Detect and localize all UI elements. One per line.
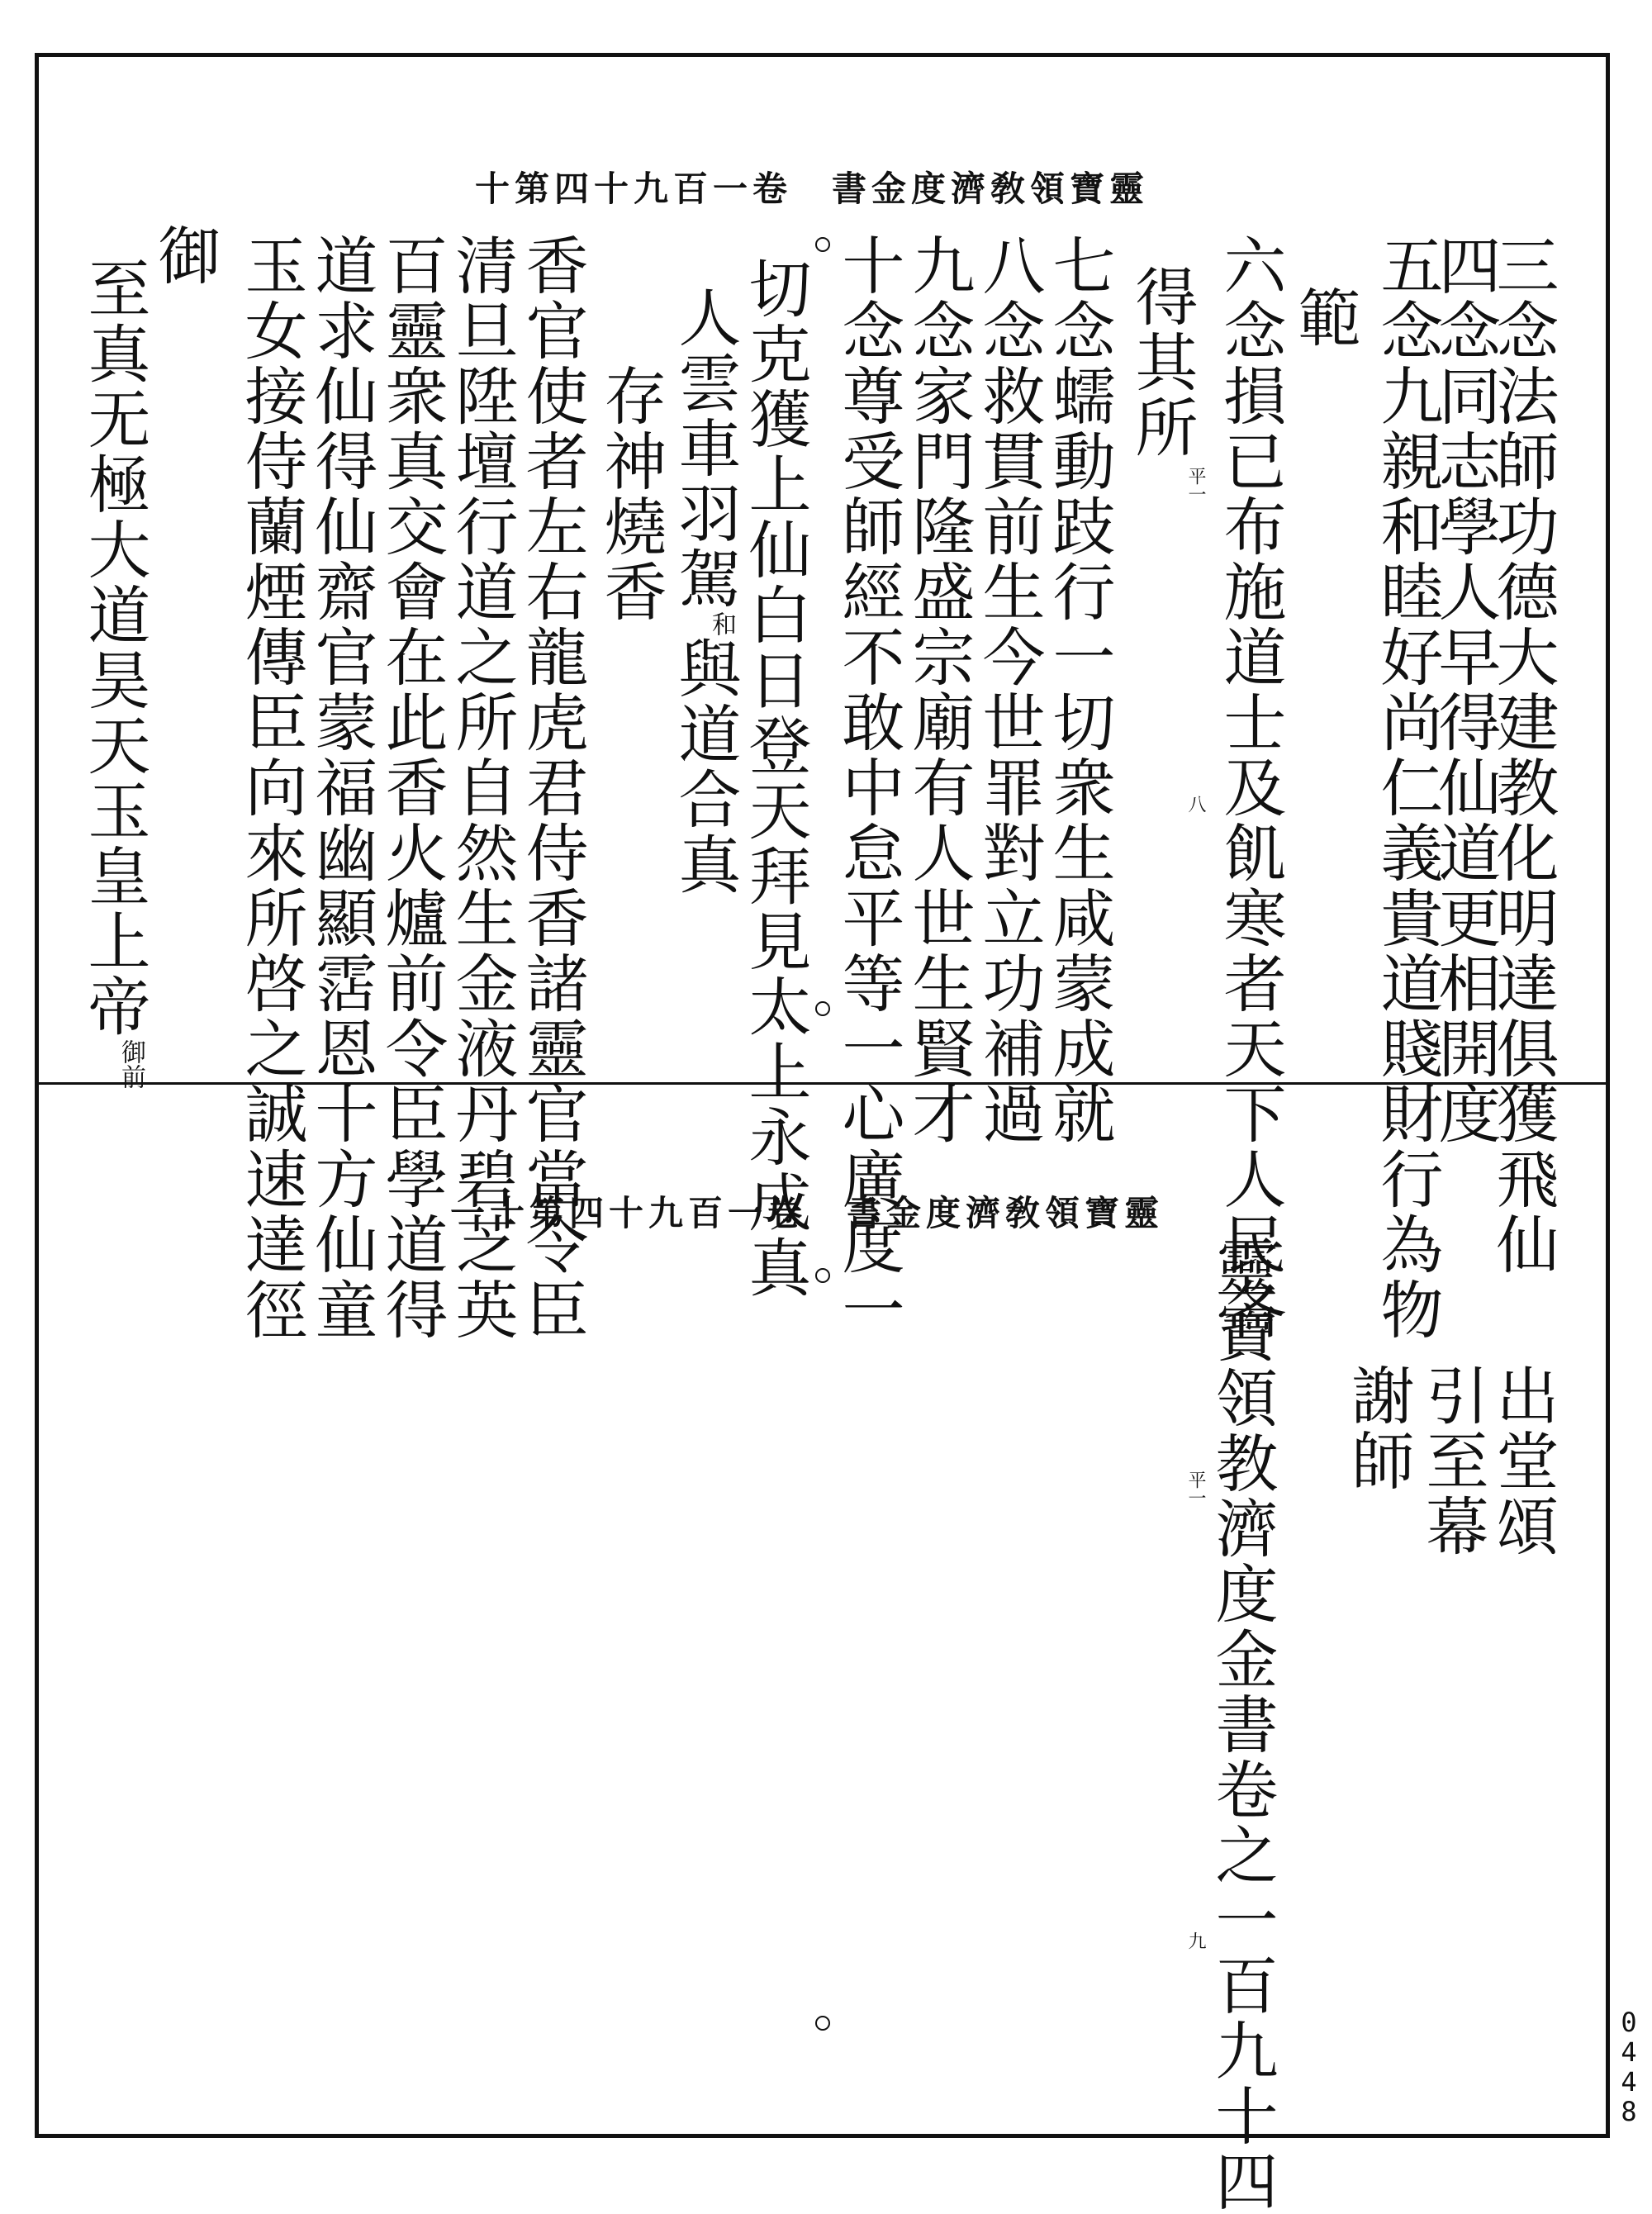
interlinear-note: 御前: [116, 1039, 145, 1089]
marginal-note: 八: [1185, 795, 1206, 813]
top-column-9: 九念家門隆盛宗廟有人世生賢才: [902, 233, 976, 1147]
top-column-12: [668, 285, 752, 897]
top-column-17: 道求仙得仙齋官蒙福幽顯霑恩十方仙童: [305, 233, 378, 1342]
bottom-column-2: 引至幕: [1416, 1363, 1489, 1559]
top-column-6: 得其所: [1125, 264, 1199, 460]
column-text-continued: 與道合真: [668, 636, 742, 897]
punctuation-circle: [815, 1268, 830, 1283]
top-column-20: [78, 256, 162, 1089]
top-column-8: 八念救貫前生今世罪對立功補過: [972, 233, 1046, 1147]
top-column-16: 百靈衆真交會在此香火爐前令臣學道得: [375, 233, 449, 1342]
bottom-running-header: 一十第四十九百一卷 書金度濟敎領寶靈: [450, 1193, 1165, 1233]
top-column-18: 玉女接侍蘭煙傳臣向來所啓之誠速達徑: [235, 233, 308, 1342]
column-text: 人雲車羽駕: [668, 285, 742, 611]
bottom-column-1: 出堂頌: [1486, 1363, 1559, 1559]
column-text: 至真无極大道昊天玉皇上帝: [78, 256, 151, 1039]
top-column-4: 範: [1288, 285, 1361, 350]
top-column-11: 切克獲上仙白日登天拜見太上永成真: [738, 256, 812, 1300]
top-column-13: 存神燒香: [594, 363, 667, 625]
bottom-column-4: 靈寶領教濟度金書卷之一百九十四: [1205, 1235, 1279, 2214]
interlinear-note: 和: [707, 611, 736, 636]
top-column-15: 清旦陞壇行道之所自然生金液丹碧芝英: [445, 233, 519, 1342]
top-column-5: 六念損已布施道士及飢寒者天下人民各: [1213, 233, 1287, 1342]
marginal-note: 平一: [1185, 467, 1206, 503]
top-column-2: 四念同志學人早得仙道更相開度: [1428, 233, 1502, 1147]
punctuation-circle: [815, 237, 830, 252]
top-column-7: 七念蠕動跂行一切衆生咸蒙成就: [1042, 233, 1116, 1147]
bottom-column-3: 謝師: [1341, 1363, 1415, 1494]
top-column-1: 三念法師功德大建教化明達俱獲飛仙: [1486, 233, 1559, 1277]
marginal-note: 平一: [1185, 1470, 1206, 1507]
top-running-header: 十第四十九百一卷 書金度濟敎領寶靈: [475, 169, 1150, 209]
marginal-note: 九: [1185, 1931, 1206, 1950]
top-column-3: 五念九親和睦好尚仁義貴道賤財行為物: [1370, 233, 1444, 1342]
top-column-10: 十念尊受師經不敢中怠平等一心廣度一: [832, 233, 905, 1342]
top-column-19: 御: [148, 223, 221, 288]
punctuation-circle: [815, 1001, 830, 1016]
punctuation-circle: [815, 2016, 830, 2031]
page-number: 0448: [1621, 2007, 1637, 2127]
top-column-14: 香官使者左右龍虎君侍香諸靈官當令臣: [515, 233, 589, 1342]
